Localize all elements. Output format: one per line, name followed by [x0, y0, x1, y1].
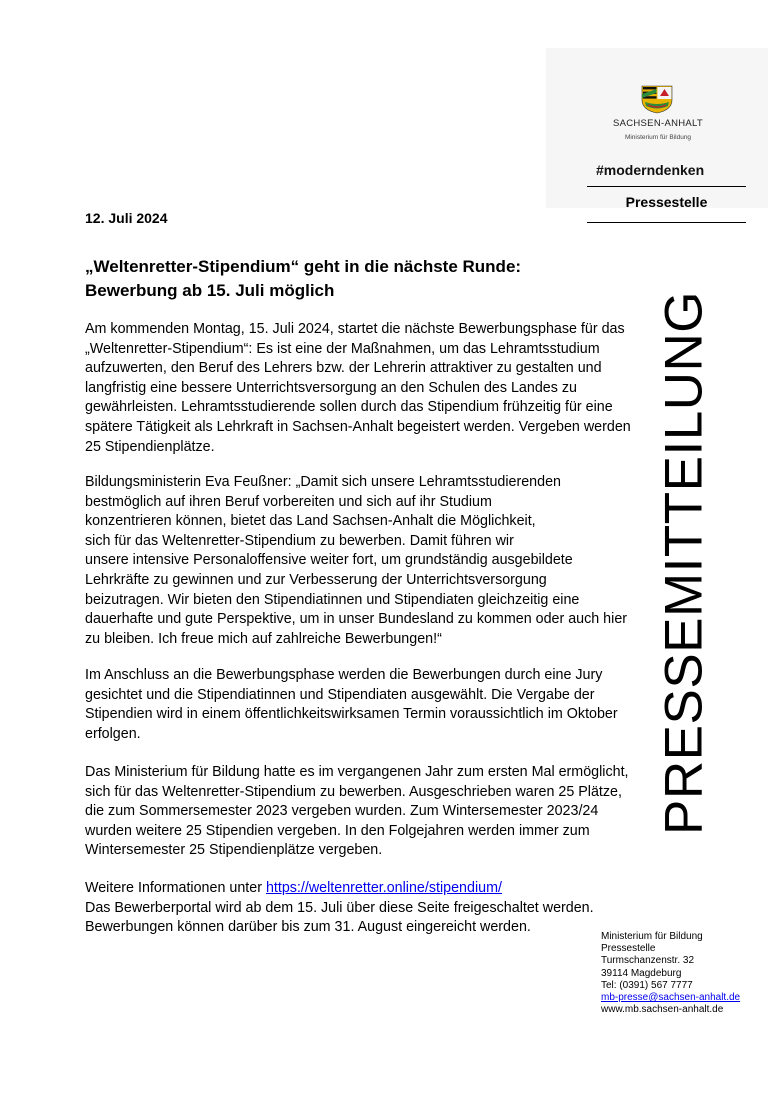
headline: „Weltenretter-Stipendium“ geht in die nächste Runde: Bewerbung ab 15. Juli möglich: [85, 257, 522, 300]
press-office-label: Pressestelle: [625, 194, 708, 210]
text-line: Stipendien wird in einem öffentlichkeitswirksamen Termin voraussichtlich im Oktober: [85, 706, 618, 723]
address-office: Pressestelle: [601, 943, 656, 955]
address-web: www.mb.sachsen-anhalt.de: [601, 1004, 724, 1016]
hashtag-moderndenken: #moderndenken: [596, 162, 705, 178]
vertical-title: PRESSEMITTEILUNG: [654, 291, 714, 835]
text-line: spätere Tätigkeit als Lehrkraft in Sachsen-Anhalt begeistert werden. Vergeben werden: [85, 418, 631, 435]
text-line: gewährleisten. Lehramtsstudierende sollen durch das Stipendium frühzeitig für eine: [85, 399, 613, 416]
paragraph-quote: [85, 473, 627, 649]
text-line: beizutragen. Wir bieten den Stipendiatinnen und Stipendiaten gleichzeitig eine: [85, 591, 580, 608]
address-street: Turmschanzenstr. 32: [601, 955, 695, 967]
address-ministry: Ministerium für Bildung: [601, 931, 703, 942]
address-phone: Tel: (0391) 567 7777: [601, 979, 693, 991]
paragraph-history: [85, 763, 629, 861]
paragraph-info: [85, 879, 594, 938]
text-line: Lehrkräfte zu gewinnen und zur Verbesserung der Unterrichtsversorgung: [85, 571, 547, 588]
paragraph-selection: [85, 666, 618, 744]
text-line: gesichtet und die Stipendiatinnen und Stipendiaten ausgewählt. Die Vergabe der: [85, 686, 595, 703]
text-line: die zum Sommersemester 2023 vergeben wurden. Zum Wintersemester 2023/24: [85, 803, 599, 820]
text-line: sich für das Weltenretter-Stipendium zu bewerben. Ausgeschrieben waren 25 Plätze,: [85, 783, 622, 800]
text-line: unsere intensive Personaloffensive weiter fort, um grundständig ausgebildete: [85, 552, 573, 569]
logo-state-name: SACHSEN-ANHALT: [612, 118, 704, 129]
text-line: konzentrieren können, bietet das Land Sachsen-Anhalt die Möglichkeit,: [85, 513, 536, 530]
text-line: wurden weitere 25 Stipendien vergeben. In den Folgejahren werden immer zum: [85, 822, 590, 839]
text-line: bestmöglich auf ihren Beruf vorbereiten und sich auf ihr Studium: [85, 493, 492, 510]
contact-address: [601, 931, 740, 1016]
address-email-line: [601, 992, 740, 1004]
info-line: [85, 879, 594, 899]
email-link[interactable]: mb-presse@sachsen-anhalt.de: [601, 992, 741, 1004]
text-line: sich für das Weltenretter-Stipendium zu bewerben. Damit führen wir: [85, 532, 514, 549]
text-line: erfolgen.: [85, 725, 141, 742]
text-line: Das Bewerberportal wird ab dem 15. Juli über diese Seite freigeschaltet werden.: [85, 899, 594, 916]
coat-of-arms-icon: [640, 84, 674, 114]
text-line: Im Anschluss an die Bewerbungsphase werden die Bewerbungen durch eine Jury: [85, 667, 603, 683]
vertical-title-container: [654, 253, 714, 873]
text-line: dauerhafte und gute Perspektive, um in unser Bundesland zu kommen oder auch hier: [85, 611, 628, 628]
text-line: zu bleiben. Ich freue mich auf zahlreiche Bewerbungen!“: [85, 630, 442, 647]
address-city: 39114 Magdeburg: [601, 967, 682, 979]
text-line: Bewerbungen können darüber bis zum 31. August eingereicht werden.: [85, 919, 531, 936]
text-line: Bildungsministerin Eva Feußner: „Damit sich unsere Lehramtsstudierenden: [85, 474, 561, 490]
header-divider-top: [587, 186, 746, 187]
text-line: Am kommenden Montag, 15. Juli 2024, startet die nächste Bewerbungsphase für das: [85, 321, 625, 337]
logo-ministry-subline: Ministerium für Bildung: [624, 134, 692, 141]
text-line: Wintersemester 25 Stipendienplätze vergeben.: [85, 842, 383, 859]
text-line: langfristig eine bessere Unterrichtsversorgung an den Schulen des Landes zu: [85, 379, 577, 396]
text-line: Das Ministerium für Bildung hatte es im vergangenen Jahr zum ersten Mal ermöglicht,: [85, 764, 629, 780]
text-line: 25 Stipendienplätze.: [85, 438, 215, 455]
release-date: 12. Juli 2024: [85, 210, 168, 226]
text-line: aufzuwerten, den Beruf des Lehrers bzw. der Lehrerin attraktiver zu gestalten und: [85, 360, 602, 377]
paragraph-intro: [85, 320, 631, 457]
text-line: „Weltenretter-Stipendium“: Es ist eine der Maßnahmen, um das Lehramtsstudium: [85, 340, 600, 357]
header-divider-bottom: [587, 222, 746, 223]
info-prefix: Weitere Informationen unter: [85, 880, 266, 896]
stipendium-link[interactable]: https://weltenretter.online/stipendium/: [265, 880, 502, 896]
